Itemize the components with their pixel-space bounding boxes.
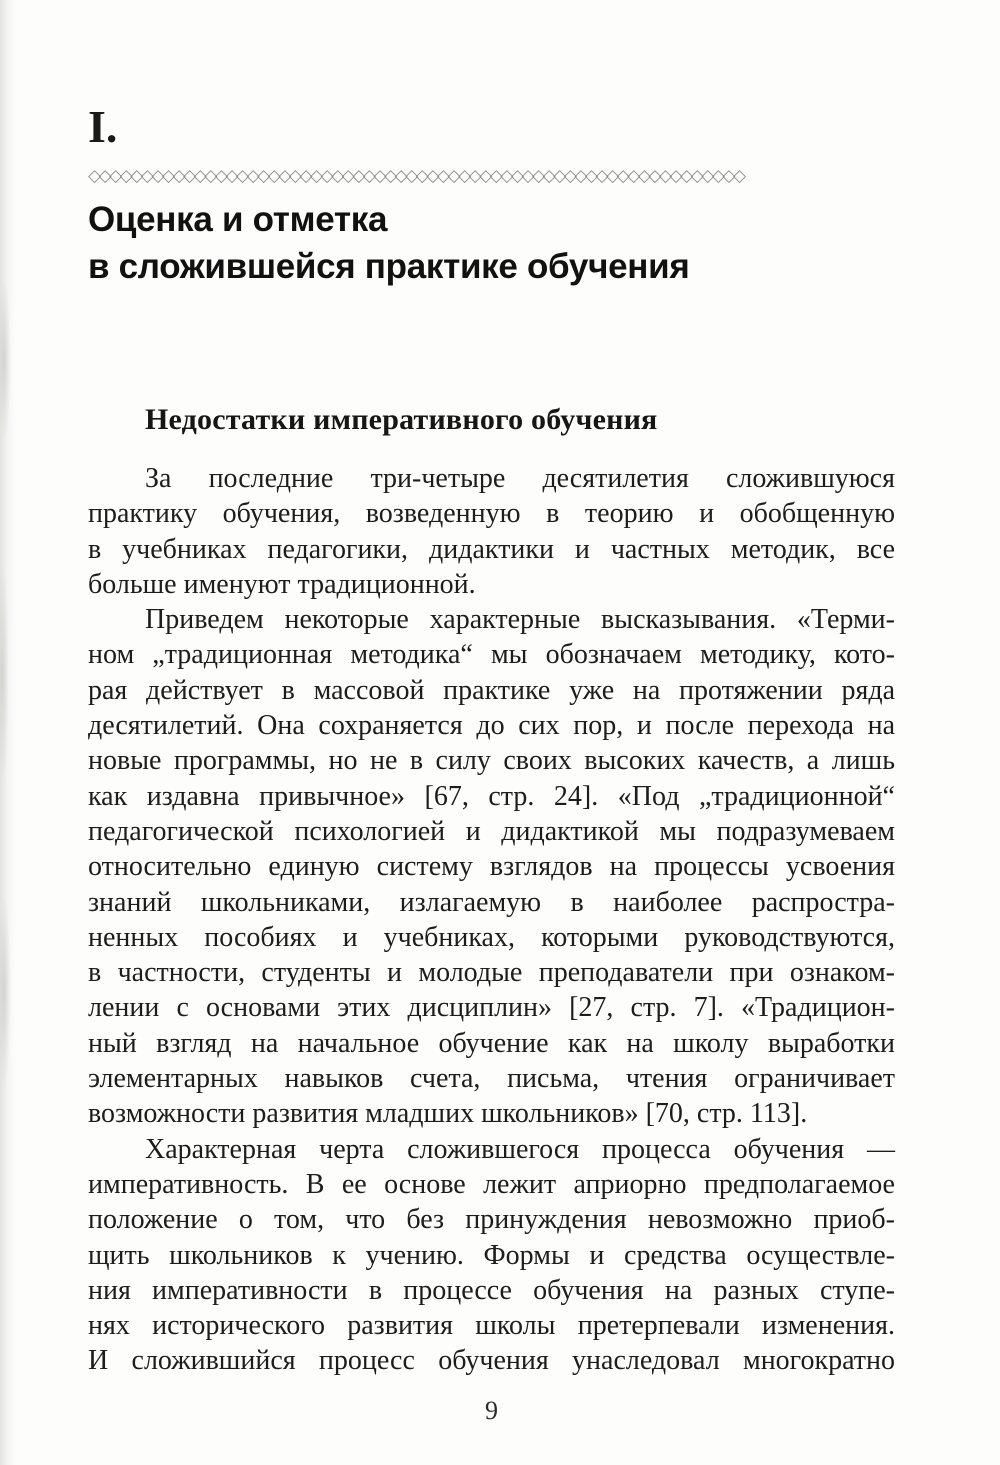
text-line: в частности, студенты и молодые преподаватели при ознаком- <box>88 957 895 989</box>
text-line: практику обучения, возведенную в теорию и обобщенную <box>88 498 895 530</box>
text-line: относительно единую систему взглядов на процессы усвоения <box>88 851 895 883</box>
text-line: ный взгляд на начальное обучение как на школу выработки <box>88 1027 895 1059</box>
paragraph <box>88 1132 895 1379</box>
text-line: педагогической психологией и дидактикой мы подразумеваем <box>88 815 895 847</box>
chapter-title-line-1: Оценка и отметка <box>88 200 388 239</box>
left-edge-scan-blotch <box>0 270 14 1170</box>
body-text <box>88 461 895 1379</box>
text-line: знаний школьниками, излагаемую в наиболее распростра- <box>88 886 895 918</box>
text-line: лении с основами этих дисциплин» [27, стр. 7]. «Традицион- <box>88 992 895 1024</box>
text-line: ненных пособиях и учебниках, которыми руководствуются, <box>88 921 895 953</box>
text-line: Приведем некоторые характерные высказывания. «Терми- <box>145 604 895 636</box>
paragraph <box>88 602 895 1131</box>
text-line: И сложившийся процесс обучения унаследовал многократно <box>88 1345 895 1377</box>
diamond-divider: ◇◇◇◇◇◇◇◇◇◇◇◇◇◇◇◇◇◇◇◇◇◇◇◇◇◇◇◇◇◇◇◇◇◇◇◇◇◇◇◇◇◇◇◇◇◇◇◇◇◇◇◇◇◇◇◇◇◇◇◇◇◇ <box>88 166 744 186</box>
text-line: как издавна привычное» [67, стр. 24]. «Под „традиционной“ <box>88 780 895 812</box>
text-line: императивность. В ее основе лежит априорно предполагаемое <box>88 1168 895 1200</box>
text-line: нях исторического развития школы претерпевали изменения. <box>88 1310 895 1342</box>
text-line: щить школьников к учению. Формы и средства осуществле- <box>88 1239 895 1271</box>
text-line: десятилетий. Она сохраняется до сих пор, и после перехода на <box>88 710 895 742</box>
text-line: в учебниках педагогики, дидактики и частных методик, все <box>88 533 895 565</box>
text-line: больше именуют традиционной. <box>88 568 476 600</box>
text-line: рая действует в массовой практике уже на протяжении ряда <box>88 674 895 706</box>
text-line: ния императивности в процессе обучения на разных ступе- <box>88 1274 895 1306</box>
text-line: элементарных навыков счета, письма, чтения ограничивает <box>88 1063 895 1095</box>
text-line: положение о том, что без принуждения невозможно приоб- <box>88 1204 895 1236</box>
section-heading: Недостатки императивного обучения <box>145 403 658 436</box>
text-line: новые программы, но не в силу своих высоких качеств, а лишь <box>88 745 895 777</box>
chapter-title <box>88 196 895 290</box>
text-line: За последние три-четыре десятилетия сложившуюся <box>145 463 895 494</box>
page-number: 9 <box>485 1396 498 1425</box>
text-line: ном „традиционная методика“ мы обозначаем методику, кото- <box>88 639 895 671</box>
paragraph <box>88 461 895 602</box>
text-line: возможности развития младших школьников» [70, стр. 113]. <box>88 1098 808 1130</box>
chapter-number: I. <box>88 101 118 152</box>
chapter-title-line-2: в сложившейся практике обучения <box>88 247 690 286</box>
text-line: Характерная черта сложившегося процесса обучения — <box>145 1133 895 1165</box>
